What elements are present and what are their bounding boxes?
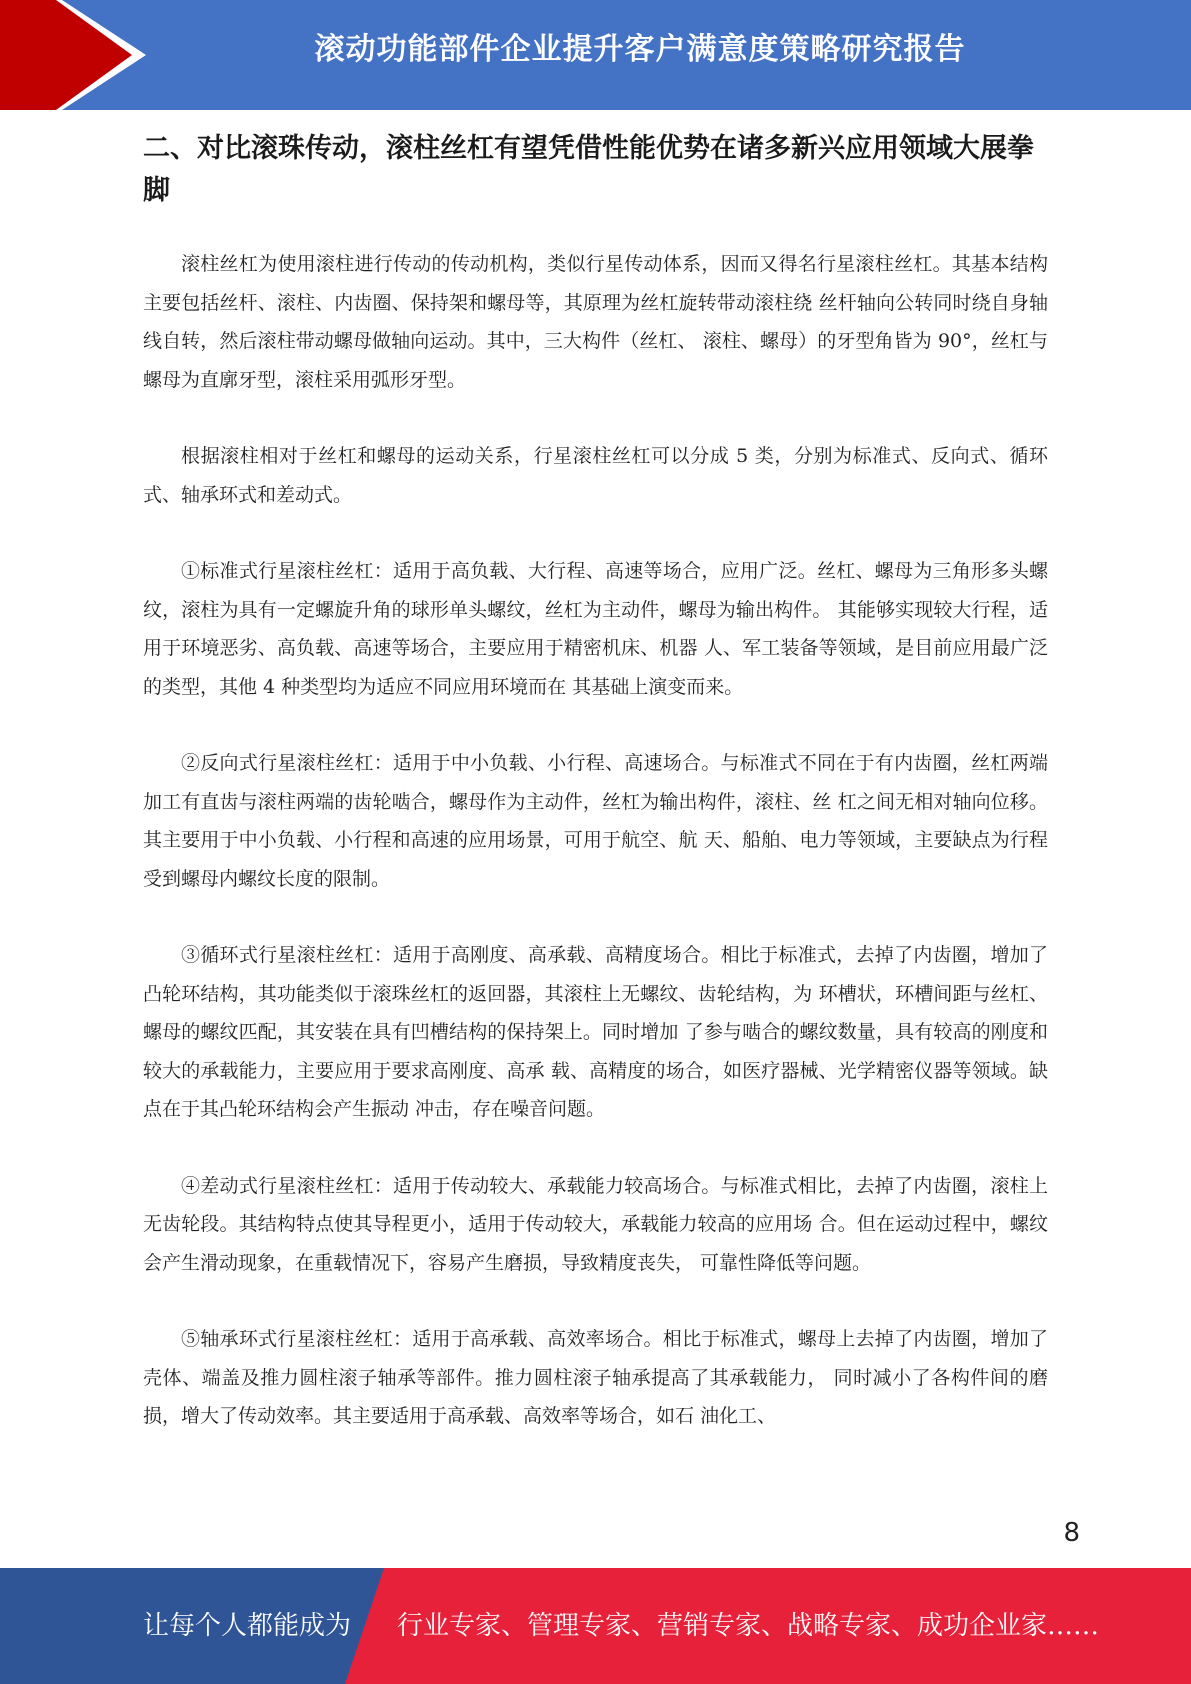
- paragraph-intro: 滚柱丝杠为使用滚柱进行传动的传动机构，类似行星传动体系，因而又得名行星滚柱丝杠。其基本结构主要包括丝杆、滚柱、内齿圈、保持架和螺母等，其原理为丝杠旋转带动滚柱绕 丝杆轴向公转同时绕自身轴线自转，然后滚柱带动螺母做轴向运动。其中，三大构件（丝杠、 滚柱、螺母）的牙型角皆为 90°，丝杠与螺母为直廓牙型，滚柱采用弧形牙型。: [143, 253, 1048, 391]
- paragraph-inverted-type: ②反向式行星滚柱丝杠：适用于中小负载、小行程、高速场合。与标准式不同在于有内齿圈，丝杠两端加工有直齿与滚柱两端的齿轮啮合，螺母作为主动件，丝杠为输出构件，滚柱、丝 杠之间无相对轴向位移。其主要用于中小负载、小行程和高速的应用场景，可用于航空、航 天、船舶、电力等领域，主要缺点为行程受到螺母内螺纹长度的限制。: [143, 752, 1048, 890]
- page-footer: [0, 1568, 1191, 1684]
- paragraph-recirculating-type: ③循环式行星滚柱丝杠：适用于高刚度、高承载、高精度场合。相比于标准式，去掉了内齿圈，增加了凸轮环结构，其功能类似于滚珠丝杠的返回器，其滚柱上无螺纹、齿轮结构，为 环槽状，环槽间距与丝杠、螺母的螺纹匹配，其安装在具有凹槽结构的保持架上。同时增加 了参与啮合的螺纹数量，具有较高的刚度和较大的承载能力，主要应用于要求高刚度、高承 载、高精度的场合，如医疗器械、光学精密仪器等领域。缺点在于其凸轮环结构会产生振动 冲击，存在噪音问题。: [143, 944, 1048, 1120]
- paragraph-bearing-ring-type: ⑤轴承环式行星滚柱丝杠：适用于高承载、高效率场合。相比于标准式，螺母上去掉了内齿圈，增加了壳体、端盖及推力圆柱滚子轴承等部件。推力圆柱滚子轴承提高了其承载能力， 同时减小了各构件间的磨损，增大了传动效率。其主要适用于高承载、高效率等场合，如石 油化工、: [143, 1328, 1048, 1427]
- footer-slogan-left: 让每个人都能成为: [143, 1611, 352, 1641]
- paragraph-classification: 根据滚柱相对于丝杠和螺母的运动关系，行星滚柱丝杠可以分成 5 类，分别为标准式、反向式、循环式、轴承环式和差动式。: [143, 445, 1048, 506]
- paragraph-standard-type: ①标准式行星滚柱丝杠：适用于高负载、大行程、高速等场合，应用广泛。丝杠、螺母为三角形多头螺纹，滚柱为具有一定螺旋升角的球形单头螺纹，丝杠为主动件，螺母为输出构件。 其能够实现较大行程，适用于环境恶劣、高负载、高速等场合，主要应用于精密机床、机器 人、军工装备等领域，是目前应用最广泛的类型，其他 4 种类型均为适应不同应用环境而在 其基础上演变而来。: [143, 560, 1048, 698]
- header-chevron-decoration: [0, 0, 150, 110]
- body-content: [143, 245, 1048, 1474]
- page-number: 8: [1063, 1518, 1080, 1548]
- section-heading: 二、对比滚珠传动，滚柱丝杠有望凭借性能优势在诸多新兴应用领域大展拳脚: [143, 133, 1034, 206]
- page-header: [0, 0, 1191, 110]
- report-title: 滚动功能部件企业提升客户满意度策略研究报告: [314, 32, 966, 67]
- paragraph-differential-type: ④差动式行星滚柱丝杠：适用于传动较大、承载能力较高场合。与标准式相比，去掉了内齿圈，滚柱上无齿轮段。其结构特点使其导程更小，适用于传动较大，承载能力较高的应用场 合。但在运动过程中，螺纹会产生滑动现象，在重载情况下，容易产生磨损，导致精度丧失， 可靠性降低等问题。: [143, 1174, 1048, 1274]
- footer-slogan-right: 行业专家、管理专家、营销专家、战略专家、成功企业家……: [397, 1611, 1100, 1641]
